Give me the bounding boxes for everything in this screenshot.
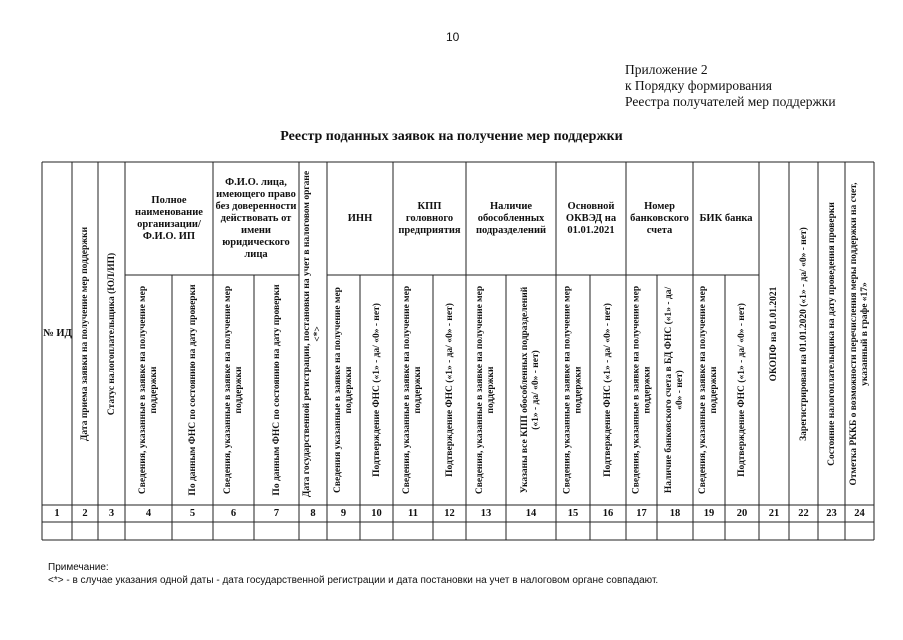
subheader-c15: Сведения, указанные в заявке на получение мер поддержки — [562, 285, 583, 495]
subheader-c20: Подтверждение ФНС («1» - да/ «0» - нет) — [736, 303, 747, 477]
col-number-14: 14 — [525, 508, 537, 519]
header-reg-date: Дата государственной регистрации, постановки на учет в налоговом органе <*> — [302, 170, 323, 497]
col-number-23: 23 — [826, 508, 837, 519]
subheader-c19: Сведения, указанные в заявке на получение мер поддержки — [698, 285, 719, 495]
subheader-c18: Наличие банковского счета в БД ФНС («1» - да/ «0» - нет) — [664, 286, 685, 494]
col-number-5: 5 — [189, 508, 196, 519]
subheader-c17-cell — [626, 275, 657, 505]
subheader-c7: По данным ФНС по состоянию на дату проверки — [271, 284, 281, 496]
col-number-3: 3 — [108, 508, 115, 519]
subheader-c6-cell — [213, 275, 254, 505]
col-number-18: 18 — [669, 508, 681, 519]
header-registered: Зарегистрирован на 01.01.2020 («1» - да/ «0» - нет) — [798, 226, 808, 441]
subheader-c18-cell — [657, 275, 693, 505]
subheader-c19-cell — [693, 275, 725, 505]
header-id: № ИД — [43, 328, 72, 339]
col-number-13: 13 — [480, 508, 492, 519]
subheader-c13-cell — [466, 275, 506, 505]
header-okopf: ОКОПФ на 01.01.2021 — [768, 286, 779, 381]
header-taxpayer-state: Состояние налогоплательщика на дату проведения проверки — [826, 201, 836, 466]
col-number-21: 21 — [768, 508, 780, 519]
subheader-c6: Сведения, указанные в заявке на получение мер поддержки — [222, 285, 244, 495]
footnote-text: <*> - в случае указания одной даты - дата государственной регистрации и дата постановки на учет в налоговом органе совпадают. — [48, 575, 659, 586]
subheader-c16-cell — [590, 275, 626, 505]
col-number-11: 11 — [408, 508, 418, 519]
header-date-cell — [72, 162, 98, 505]
col-number-1: 1 — [54, 508, 60, 519]
col-number-22: 22 — [798, 508, 809, 519]
col-number-20: 20 — [736, 508, 748, 519]
subheader-c5: По данным ФНС по состоянию на дату проверки — [187, 284, 197, 496]
subheader-c16: Подтверждение ФНС («1» - да/ «0» - нет) — [602, 303, 613, 477]
header-authorized-person: Ф.И.О. лица, имеющего право без доверенности действовать от имени юридического лица — [215, 177, 297, 260]
appendix-line-2: к Порядку формирования — [625, 78, 772, 93]
page-title: Реестр поданных заявок на получение мер поддержки — [280, 129, 623, 144]
header-okopf-cell — [759, 162, 789, 505]
header-bank-account: Номер банковского счета — [630, 201, 689, 236]
subheader-c4-cell — [125, 275, 172, 505]
header-status-cell — [98, 162, 125, 505]
col-number-7: 7 — [273, 508, 280, 519]
col-number-12: 12 — [444, 508, 455, 519]
subheader-c20-cell — [725, 275, 759, 505]
col-number-24: 24 — [854, 508, 865, 519]
subheader-c11-cell — [393, 275, 433, 505]
subheader-c10-cell — [360, 275, 393, 505]
header-registered-cell — [789, 162, 818, 505]
col-number-9: 9 — [340, 508, 347, 519]
header-rkkb: Отметка РККБ о возможности перечисления меры поддержки на счет, указанный в графе «17» — [848, 182, 870, 485]
subheader-c17: Сведения, указанные в заявке на получение мер поддержки — [630, 285, 652, 495]
subheader-c12-cell — [433, 275, 466, 505]
header-rkkb-cell — [845, 162, 874, 505]
header-branches: Наличие обособленных подразделений — [475, 201, 547, 236]
subheader-c14-cell — [506, 275, 556, 505]
col-number-6: 6 — [230, 508, 237, 519]
col-number-4: 4 — [145, 508, 152, 519]
appendix-line-3: Реестра получателей мер поддержки — [625, 94, 836, 109]
col-number-8: 8 — [310, 508, 316, 519]
header-status: Статус налогоплательщика (ЮЛ/ИП) — [106, 252, 116, 415]
header-taxpayer-state-cell — [818, 162, 845, 505]
subheader-c5-cell — [172, 275, 213, 505]
footnote — [48, 561, 658, 587]
subheader-c9-cell — [327, 275, 360, 505]
subheader-c11: Сведения, указанные в заявке на получение мер поддержки — [402, 285, 423, 495]
header-reg-date-cell — [299, 162, 327, 505]
header-okved: Основной ОКВЭД на 01.01.2021 — [565, 201, 617, 236]
footnote-label: Примечание: — [48, 562, 109, 573]
header-kpp: КПП головного предприятия — [398, 201, 461, 236]
col-number-17: 17 — [636, 508, 647, 519]
subheader-c12: Подтверждение ФНС («1» - да/ «0» - нет) — [444, 303, 454, 477]
col-number-15: 15 — [567, 508, 579, 519]
subheader-c9: Сведения указанные в заявке на получение мер поддержки — [332, 287, 354, 493]
col-number-16: 16 — [602, 508, 614, 519]
subheader-c14: Указаны все КПП обособленных подразделений («1» - да/ «0» - нет) — [520, 286, 541, 494]
header-org-name: Полное наименование организации/ Ф.И.О. ИП — [135, 195, 203, 242]
subheader-c10: Подтверждение ФНС («1» - да/ «0» - нет) — [371, 303, 381, 477]
subheader-c13: Сведения, указанные в заявке на получение мер поддержки — [475, 285, 496, 495]
appendix-line-1: Приложение 2 — [625, 62, 708, 77]
header-inn: ИНН — [347, 213, 373, 224]
col-number-10: 10 — [371, 508, 382, 519]
subheader-c7-cell — [254, 275, 299, 505]
page-number: 10 — [446, 30, 460, 44]
header-date: Дата приема заявки на получение мер поддержки — [79, 226, 90, 441]
subheader-c4: Сведения, указанные в заявке на получение мер поддержки — [137, 285, 159, 495]
col-number-2: 2 — [82, 508, 88, 519]
col-number-19: 19 — [703, 508, 715, 519]
subheader-c15-cell — [556, 275, 590, 505]
header-bik: БИК банка — [699, 213, 753, 224]
